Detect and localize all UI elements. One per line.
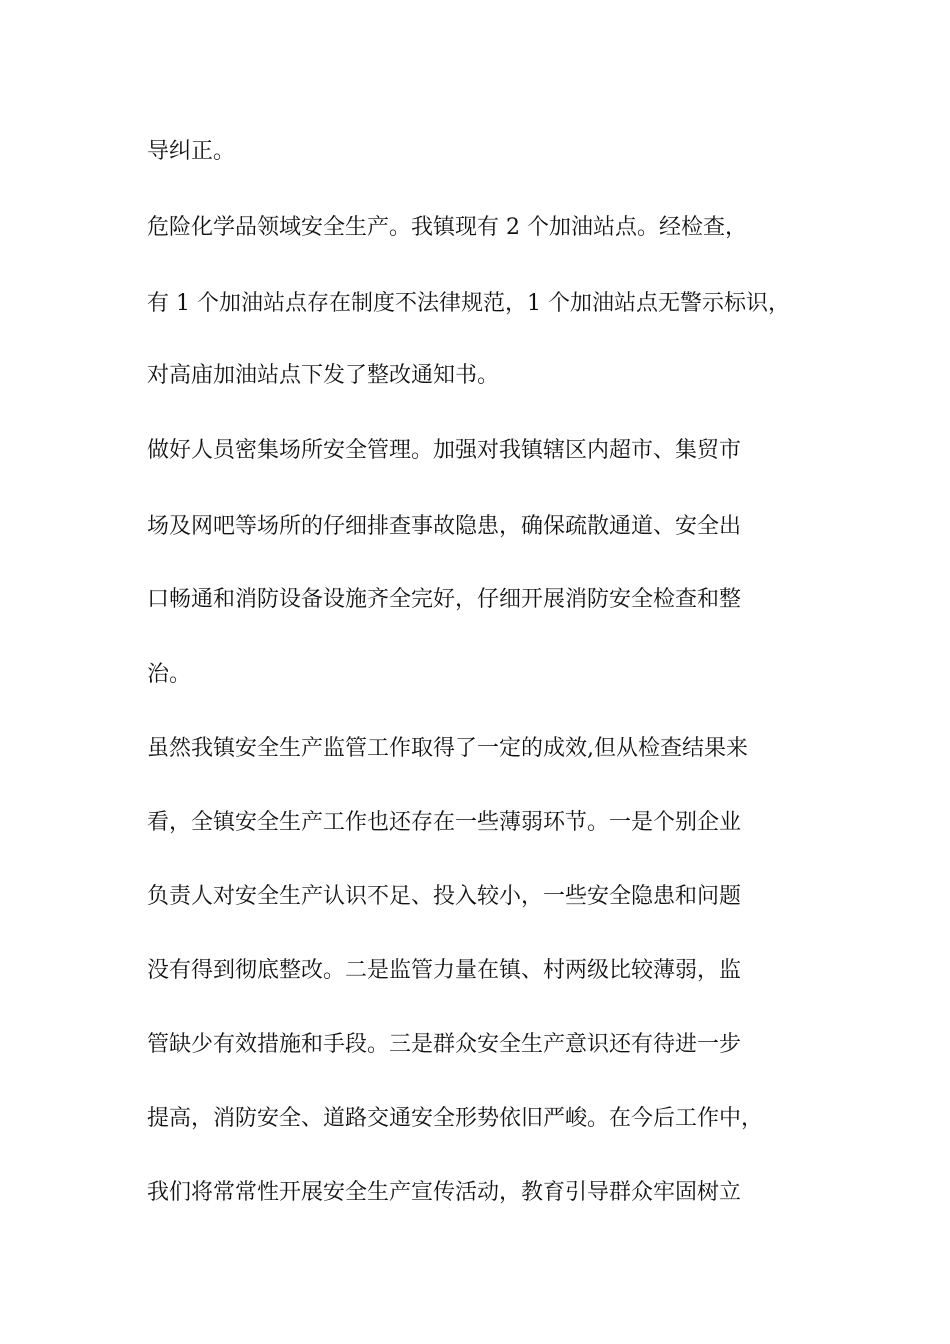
- text-line: 有 1 个加油站点存在制度不法律规范，1 个加油站点无警示标识，: [147, 291, 790, 316]
- text-line: 治。: [147, 662, 192, 687]
- text-line: 我们将常常性开展安全生产宣传活动，教育引导群众牢固树立: [147, 1180, 742, 1205]
- text-line: 看，全镇安全生产工作也还存在一些薄弱环节。一是个别企业: [147, 810, 742, 835]
- text-line: 管缺少有效措施和手段。三是群众安全生产意识还有待进一步: [147, 1032, 742, 1057]
- text-line: 对高庙加油站点下发了整改通知书。: [147, 363, 500, 388]
- text-line: 做好人员密集场所安全管理。加强对我镇辖区内超市、集贸市: [147, 438, 742, 463]
- text-line: 口畅通和消防设备设施齐全完好，仔细开展消防安全检查和整: [147, 587, 742, 612]
- text-line: 场及网吧等场所的仔细排查事故隐患，确保疏散通道、安全出: [147, 514, 742, 539]
- text-line: 危险化学品领域安全生产。我镇现有 2 个加油站点。经检查，: [147, 215, 747, 240]
- text-line: 导纠正。: [147, 139, 236, 164]
- text-line: 没有得到彻底整改。二是监管力量在镇、村两级比较薄弱，监: [147, 958, 742, 983]
- text-line: 负责人对安全生产认识不足、投入较小，一些安全隐患和问题: [147, 884, 742, 909]
- text-line: 虽然我镇安全生产监管工作取得了一定的成效,但从检查结果来: [147, 736, 748, 761]
- text-line: 提高，消防安全、道路交通安全形势依旧严峻。在今后工作中，: [147, 1106, 764, 1131]
